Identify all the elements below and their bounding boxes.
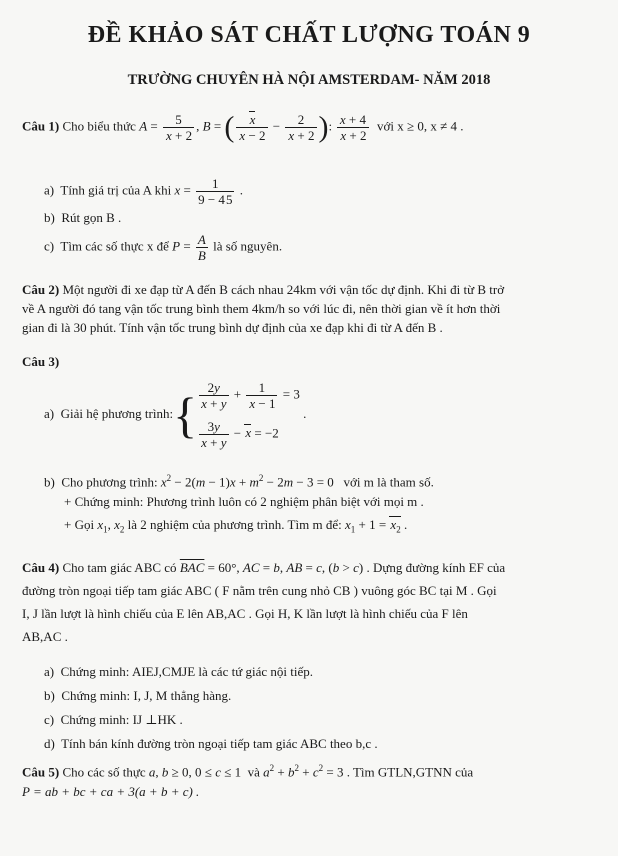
q4-line-3: I, J lần lượt là hình chiếu của E lên AB,AC . Gọi H, K lần lượt là hình chiếu của F lên — [22, 606, 468, 621]
q4-label: Câu 4) — [22, 560, 60, 575]
q4-line-2: đường tròn ngoại tiếp tam giác ABC ( F nằm trên cung nhỏ CB ) vuông góc BC tại M . Gọi — [22, 583, 497, 598]
q5-line-2: P = ab + bc + ca + 3(a + b + c) . — [22, 784, 200, 799]
q4-b: b) Chứng minh: I, J, M thẳng hàng. — [44, 688, 232, 703]
q1-intro: Cho biểu thức — [62, 118, 136, 134]
q1-condition: với x ≥ 0, x ≠ 4 . — [377, 118, 464, 134]
frac-B2: $\frac{2}{x + 2}$ — [285, 112, 316, 143]
frac-B3: $\frac{x + 4}{x + 2}$ — [337, 112, 368, 143]
q1-a: a) Tính giá trị của A khi x = $\frac{1}{9 - 45}$ . — [44, 176, 243, 207]
q2-line-3: gian đi là 30 phút. Tính vận tốc trung bình dự định của xe đạp khi đi từ A đến B . — [22, 320, 443, 335]
frac-x-value: $\frac{1}{9 - 45}$ — [198, 176, 233, 207]
q3-a: a) Giải hệ phương trình:{ $\frac{2y}{x + y}$ + $\frac{1}{x - 1}$ = 3 $\frac{3y}{x + y}$ − x = −2 . — [44, 380, 307, 450]
q4-line-4: AB,AC . — [22, 629, 68, 644]
equation-system: $\frac{2y}{x + y}$ + $\frac{1}{x - 1}$ = 3 $\frac{3y}{x + y}$ − x = −2 — [201, 380, 300, 450]
q2-label: Câu 2) — [22, 282, 60, 297]
q4-d: d) Tính bán kính đường tròn ngoại tiếp tam giác ABC theo b,c . — [44, 736, 378, 751]
q1-label: Câu 1) — [22, 118, 60, 134]
q2-line-1: Câu 2) Một người đi xe đạp từ A đến B cách nhau 24km với vận tốc dự định. Khi đi từ B trở — [22, 282, 505, 297]
q4-c: c) Chứng minh: IJ ⊥HK . — [44, 712, 183, 727]
q3-b-2: + Gọi $x_1$, $x_2$ là 2 nghiệm của phương trình. Tìm m để: $x_1 + 1 = x_2$ . — [64, 517, 408, 535]
q5-line-1: Câu 5) Cho các số thực a, b ≥ 0, 0 ≤ c ≤ 1 và $a^2 + b^2 + c^2 = 3$ . Tìm GTLN,GTNN của — [22, 763, 474, 780]
frac-B1: $\frac{x}{x - 2}$ — [236, 112, 267, 143]
q2-line-2: về A người đó tang vận tốc trung bình them 4km/h so với lúc đi, nên thời gian về ít hơn thời — [22, 301, 501, 316]
q3-label: Câu 3) — [22, 354, 60, 369]
q1-c: c) Tìm các số thực x để P = $\frac{A}{B}$ là số nguyên. — [44, 232, 283, 263]
q3-b-1: + Chứng minh: Phương trình luôn có 2 nghiệm phân biệt với mọi m . — [64, 494, 424, 509]
q4-line-1: Câu 4) Cho tam giác ABC có $\overline{BAC} = 60^\circ$, AC = b, AB = c, (b > c) . Dựng đường kính EF của — [22, 560, 506, 575]
q1-statement: Câu 1) Cho biểu thức A = $\frac{5}{x + 2}$ , B = ( $\frac{x}{x - 2}$ − $\frac{2}{x + 2}$ ): $\frac{x + 4}{x + 2}$ với x ≥ 0, x ≠ 4 . — [22, 110, 464, 144]
q5-label: Câu 5) — [22, 764, 60, 780]
page-title: ĐỀ KHẢO SÁT CHẤT LƯỢNG TOÁN 9 — [87, 22, 531, 48]
q3-b: b) Cho phương trình: $x^2 - 2(m - 1)x + m^2 - 2m - 3 = 0$ với m là tham số. — [44, 473, 434, 490]
frac-A: $\frac{5}{x + 2}$ — [163, 112, 194, 143]
q4-a: a) Chứng minh: AIEJ,CMJE là các tứ giác nội tiếp. — [44, 664, 313, 679]
page-subtitle: TRƯỜNG CHUYÊN HÀ NỘI AMSTERDAM- NĂM 2018 — [127, 72, 491, 88]
q1-b: b) Rút gọn B . — [44, 210, 122, 225]
frac-P: $\frac{A}{B}$ — [197, 232, 206, 263]
